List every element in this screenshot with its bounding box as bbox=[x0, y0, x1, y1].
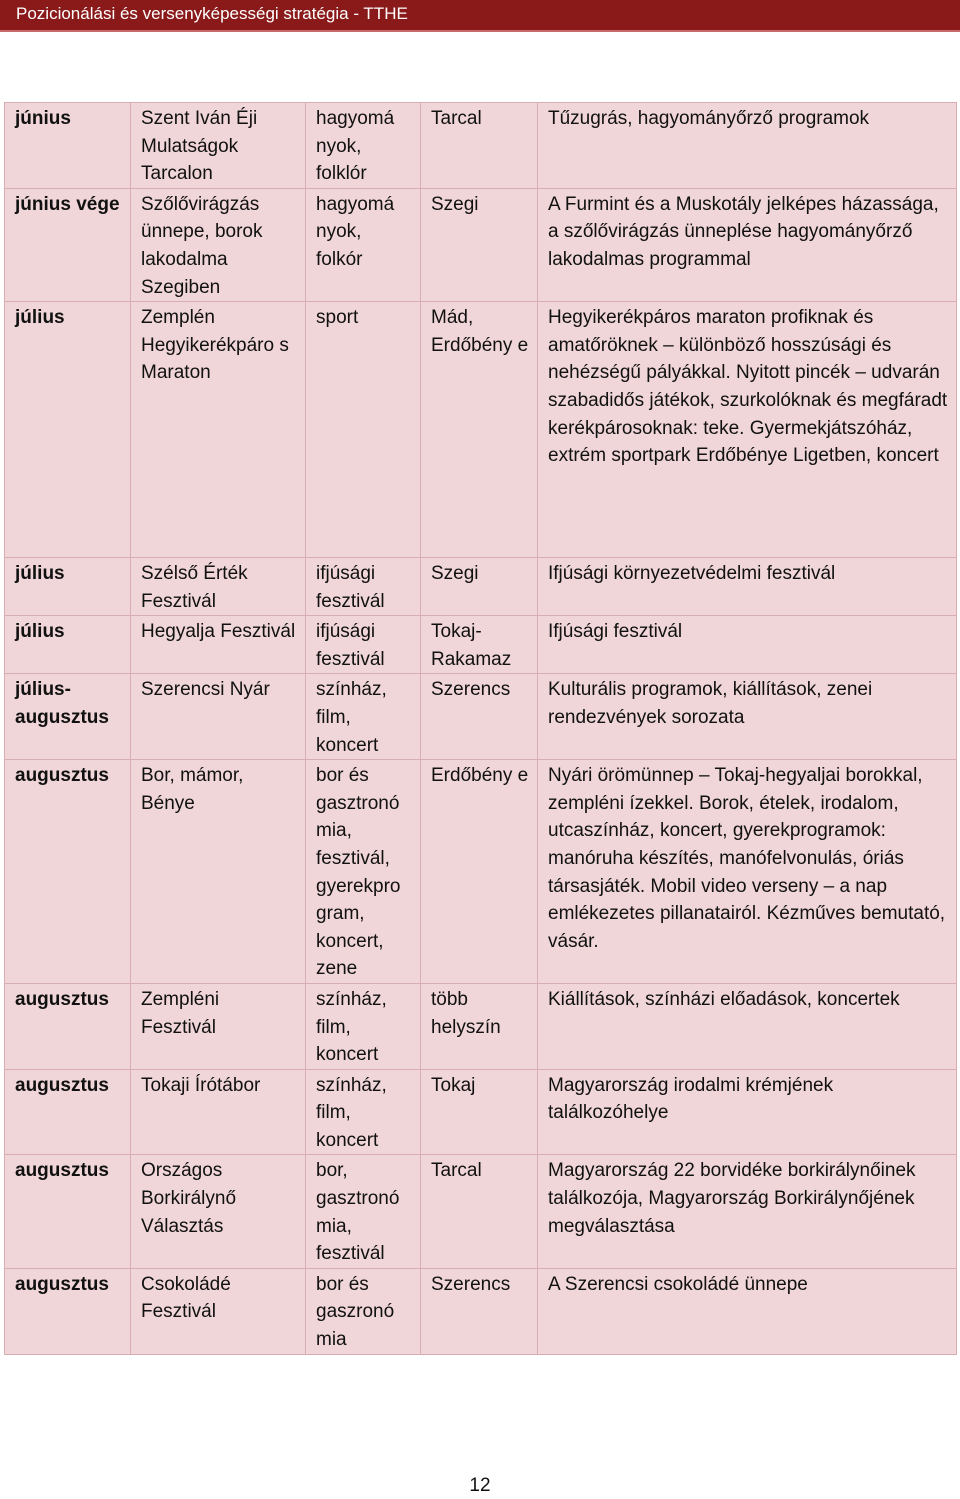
events-table-bottom bbox=[4, 557, 957, 1355]
event-cell: Csokoládé Fesztivál bbox=[131, 1268, 306, 1354]
place-cell: Tarcal bbox=[421, 1155, 538, 1268]
description-cell: A Furmint és a Muskotály jelképes házassága, a szőlővirágzás ünneplése hagyományőrző lakodalmas programmal bbox=[538, 188, 957, 301]
table-row bbox=[5, 983, 957, 1069]
month-cell: június vége bbox=[5, 188, 131, 301]
type-cell: bor és gaszronó mia bbox=[306, 1268, 421, 1354]
place-cell: több helyszín bbox=[421, 983, 538, 1069]
type-cell: ifjúsági fesztivál bbox=[306, 616, 421, 674]
event-cell: Szerencsi Nyár bbox=[131, 674, 306, 760]
month-cell: július bbox=[5, 558, 131, 616]
event-cell: Szent Iván Éji Mulatságok Tarcalon bbox=[131, 103, 306, 189]
type-cell: színház, film, koncert bbox=[306, 674, 421, 760]
table-row bbox=[5, 188, 957, 301]
table-row bbox=[5, 616, 957, 674]
description-cell: Tűzugrás, hagyományőrző programok bbox=[538, 103, 957, 189]
event-cell: Szélső Érték Fesztivál bbox=[131, 558, 306, 616]
type-cell: bor és gasztronó mia, fesztivál, gyerekpro gram, koncert, zene bbox=[306, 760, 421, 984]
month-cell: augusztus bbox=[5, 1268, 131, 1354]
description-cell: Nyári örömünnep – Tokaj-hegyaljai borokkal, zempléni ízekkel. Borok, ételek, irodalom, utcaszínház, koncert, gyerekprogramok: manóruha készítés, manófelvonulás, óriás társasjáték. Mobil video verseny – a nap emlékezetes pillanatairól. Kézműves bemutató, vásár. bbox=[538, 760, 957, 984]
description-cell: A Szerencsi csokoládé ünnepe bbox=[538, 1268, 957, 1354]
month-cell: július bbox=[5, 302, 131, 705]
description-cell: Magyarország 22 borvidéke borkirálynőinek találkozója, Magyarország Borkirálynőjének megválasztása bbox=[538, 1155, 957, 1268]
place-cell: Tokaj bbox=[421, 1069, 538, 1155]
header-rule bbox=[0, 30, 960, 32]
type-cell: bor, gasztronó mia, fesztivál bbox=[306, 1155, 421, 1268]
month-cell: augusztus bbox=[5, 1069, 131, 1155]
type-cell: sport bbox=[306, 302, 421, 705]
place-cell: Tarcal bbox=[421, 103, 538, 189]
description-cell: Ifjúsági fesztivál bbox=[538, 616, 957, 674]
description-cell: Kulturális programok, kiállítások, zenei rendezvények sorozata bbox=[538, 674, 957, 760]
type-cell: hagyomá nyok, folklór bbox=[306, 103, 421, 189]
table-row bbox=[5, 103, 957, 189]
table-row bbox=[5, 760, 957, 984]
type-cell: színház, film, koncert bbox=[306, 1069, 421, 1155]
type-cell: színház, film, koncert bbox=[306, 983, 421, 1069]
month-cell: augusztus bbox=[5, 1155, 131, 1268]
month-cell: július bbox=[5, 616, 131, 674]
place-cell: Szegi bbox=[421, 188, 538, 301]
document-header bbox=[0, 0, 960, 30]
place-cell: Mád, Erdőbény e bbox=[421, 302, 538, 705]
month-cell: június bbox=[5, 103, 131, 189]
event-cell: Tokaji Írótábor bbox=[131, 1069, 306, 1155]
month-cell: július-augusztus bbox=[5, 674, 131, 760]
table-row bbox=[5, 674, 957, 760]
event-cell: Hegyalja Fesztivál bbox=[131, 616, 306, 674]
type-cell: hagyomá nyok, folkór bbox=[306, 188, 421, 301]
place-cell: Szerencs bbox=[421, 1268, 538, 1354]
table-row bbox=[5, 1155, 957, 1268]
place-cell: Szerencs bbox=[421, 674, 538, 760]
month-cell: augusztus bbox=[5, 760, 131, 984]
type-cell: ifjúsági fesztivál bbox=[306, 558, 421, 616]
description-cell: Magyarország irodalmi krémjének találkozóhelye bbox=[538, 1069, 957, 1155]
place-cell: Erdőbény e bbox=[421, 760, 538, 984]
place-cell: Tokaj-Rakamaz bbox=[421, 616, 538, 674]
document-title: Pozicionálási és versenyképességi stratégia - TTHE bbox=[16, 4, 408, 23]
event-cell: Zempléni Fesztivál bbox=[131, 983, 306, 1069]
description-cell: Hegyikerékpáros maraton profiknak és amatőröknek – különböző hosszúsági és nehézségű pályákkal. Nyitott pincék – udvarán szabadidős játékok, szurkolóknak és megfáradt kerékpárosoknak: teke. Gyermekjátszóház, extrém sportpark Erdőbénye Ligetben, koncert bbox=[538, 302, 957, 705]
event-cell: Országos Borkirálynő Választás bbox=[131, 1155, 306, 1268]
description-cell: Kiállítások, színházi előadások, koncertek bbox=[538, 983, 957, 1069]
description-cell: Ifjúsági környezetvédelmi fesztivál bbox=[538, 558, 957, 616]
table-row bbox=[5, 558, 957, 616]
place-cell: Szegi bbox=[421, 558, 538, 616]
event-cell: Zemplén Hegyikerékpáro s Maraton bbox=[131, 302, 306, 705]
page-number: 12 bbox=[469, 1475, 491, 1496]
event-cell: Szőlővirágzás ünnepe, borok lakodalma Szegiben bbox=[131, 188, 306, 301]
event-cell: Bor, mámor, Bénye bbox=[131, 760, 306, 984]
table-row bbox=[5, 1268, 957, 1354]
month-cell: augusztus bbox=[5, 983, 131, 1069]
table-row bbox=[5, 1069, 957, 1155]
